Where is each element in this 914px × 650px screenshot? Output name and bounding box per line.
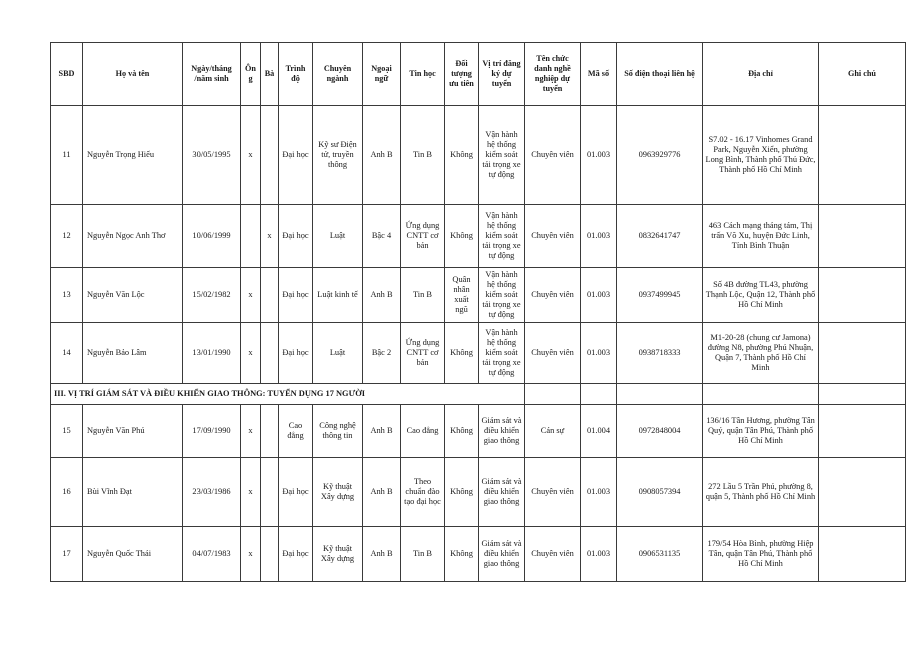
col-sbd: SBD (51, 43, 83, 106)
cell-it: Ứng dụng CNTT cơ bản (401, 205, 445, 268)
cell-code: 01.003 (581, 268, 617, 323)
cell-lang: Bậc 2 (363, 323, 401, 384)
cell-male: x (241, 323, 261, 384)
cell-female (261, 106, 279, 205)
cell-name: Nguyễn Ngọc Anh Thơ (83, 205, 183, 268)
cell-code: 01.003 (581, 205, 617, 268)
cell-female (261, 458, 279, 527)
cell-priority: Không (445, 458, 479, 527)
col-code: Mã số (581, 43, 617, 106)
cell-note (819, 527, 906, 582)
cell-major: Công nghệ thông tin (313, 405, 363, 458)
cell-position: Vận hành hệ thống kiểm soát tải trọng xe tự động (479, 268, 525, 323)
cell-position: Vận hành hệ thống kiểm soát tải trọng xe tự động (479, 205, 525, 268)
cell-name: Nguyễn Bảo Lâm (83, 323, 183, 384)
cell-title: Chuyên viên (525, 458, 581, 527)
cell-it: Theo chuẩn đào tạo đại học (401, 458, 445, 527)
cell-male: x (241, 527, 261, 582)
cell-priority: Không (445, 405, 479, 458)
cell-position: Vận hành hệ thống kiểm soát tải trọng xe tự động (479, 323, 525, 384)
col-level: Trình độ (279, 43, 313, 106)
cell-level: Đại học (279, 323, 313, 384)
cell-title: Chuyên viên (525, 106, 581, 205)
cell-sbd: 11 (51, 106, 83, 205)
header-row (51, 43, 906, 106)
cell-priority: Không (445, 527, 479, 582)
cell-phone: 0937499945 (617, 268, 703, 323)
cell-phone: 0938718333 (617, 323, 703, 384)
cell-level: Đại học (279, 268, 313, 323)
cell-level: Đại học (279, 527, 313, 582)
cell-name: Nguyễn Trọng Hiếu (83, 106, 183, 205)
cell-lang: Anh B (363, 106, 401, 205)
cell-major: Kỹ thuật Xây dựng (313, 458, 363, 527)
cell-sbd: 17 (51, 527, 83, 582)
cell-note (819, 405, 906, 458)
cell-title: Chuyên viên (525, 323, 581, 384)
section-blank-cell (703, 384, 819, 405)
candidate-list-sheet (50, 42, 905, 582)
cell-address: S7.02 - 16.17 Vinhomes Grand Park, Nguyễn Xiển, phường Long Bình, Thành phố Thủ Đức, Thành phố Hồ Chí Minh (703, 106, 819, 205)
table-row (51, 323, 906, 384)
cell-male: x (241, 268, 261, 323)
cell-lang: Anh B (363, 268, 401, 323)
cell-female (261, 527, 279, 582)
cell-priority: Không (445, 323, 479, 384)
cell-position: Giám sát và điều khiển giao thông (479, 458, 525, 527)
cell-code: 01.003 (581, 323, 617, 384)
cell-dob: 15/02/1982 (183, 268, 241, 323)
cell-it: Tin B (401, 106, 445, 205)
section-blank-cell (617, 384, 703, 405)
cell-priority: Quân nhân xuất ngũ (445, 268, 479, 323)
candidate-table (50, 42, 906, 582)
cell-code: 01.003 (581, 106, 617, 205)
cell-title: Chuyên viên (525, 527, 581, 582)
cell-sbd: 12 (51, 205, 83, 268)
col-female: Bà (261, 43, 279, 106)
cell-lang: Anh B (363, 405, 401, 458)
cell-male (241, 205, 261, 268)
cell-address: Số 4B đường TL43, phường Thạnh Lộc, Quận 12, Thành phố Hồ Chí Minh (703, 268, 819, 323)
cell-it: Tin B (401, 268, 445, 323)
table-row (51, 268, 906, 323)
cell-it: Ứng dụng CNTT cơ bản (401, 323, 445, 384)
cell-female: x (261, 205, 279, 268)
cell-lang: Anh B (363, 527, 401, 582)
cell-lang: Bậc 4 (363, 205, 401, 268)
cell-lang: Anh B (363, 458, 401, 527)
col-name: Họ và tên (83, 43, 183, 106)
cell-code: 01.004 (581, 405, 617, 458)
cell-level: Đại học (279, 205, 313, 268)
cell-note (819, 205, 906, 268)
cell-dob: 04/07/1983 (183, 527, 241, 582)
cell-sbd: 13 (51, 268, 83, 323)
cell-priority: Không (445, 106, 479, 205)
cell-phone: 0963929776 (617, 106, 703, 205)
cell-position: Giám sát và điều khiển giao thông (479, 405, 525, 458)
cell-male: x (241, 458, 261, 527)
cell-note (819, 268, 906, 323)
cell-it: Cao đẳng (401, 405, 445, 458)
cell-position: Giám sát và điều khiển giao thông (479, 527, 525, 582)
cell-title: Chuyên viên (525, 205, 581, 268)
cell-phone: 0908057394 (617, 458, 703, 527)
col-lang: Ngoại ngữ (363, 43, 401, 106)
cell-female (261, 323, 279, 384)
section-blank-cell (819, 384, 906, 405)
cell-priority: Không (445, 205, 479, 268)
cell-position: Vận hành hệ thống kiểm soát tải trọng xe tự động (479, 106, 525, 205)
cell-female (261, 268, 279, 323)
cell-major: Luật (313, 205, 363, 268)
section-blank-cell (581, 384, 617, 405)
cell-name: Bùi Vĩnh Đạt (83, 458, 183, 527)
cell-code: 01.003 (581, 458, 617, 527)
cell-major: Luật kinh tế (313, 268, 363, 323)
cell-sbd: 15 (51, 405, 83, 458)
cell-note (819, 106, 906, 205)
cell-title: Chuyên viên (525, 268, 581, 323)
col-major: Chuyên ngành (313, 43, 363, 106)
section-title: III. VỊ TRÍ GIÁM SÁT VÀ ĐIỀU KHIỂN GIAO THÔNG: TUYỂN DỤNG 17 NGƯỜI (51, 384, 525, 405)
section-blank-cell (525, 384, 581, 405)
cell-dob: 23/03/1986 (183, 458, 241, 527)
cell-female (261, 405, 279, 458)
cell-title: Cán sự (525, 405, 581, 458)
cell-major: Kỹ thuật Xây dựng (313, 527, 363, 582)
cell-dob: 13/01/1990 (183, 323, 241, 384)
cell-sbd: 16 (51, 458, 83, 527)
cell-major: Kỹ sư Điện tử, truyền thông (313, 106, 363, 205)
table-row (51, 405, 906, 458)
cell-phone: 0906531135 (617, 527, 703, 582)
cell-male: x (241, 106, 261, 205)
cell-level: Đại học (279, 458, 313, 527)
cell-dob: 17/09/1990 (183, 405, 241, 458)
section-row (51, 384, 906, 405)
cell-address: 136/16 Tân Hương, phường Tân Quý, quận Tân Phú, Thành phố Hồ Chí Minh (703, 405, 819, 458)
cell-name: Nguyễn Quốc Thái (83, 527, 183, 582)
cell-note (819, 458, 906, 527)
cell-it: Tin B (401, 527, 445, 582)
cell-dob: 30/05/1995 (183, 106, 241, 205)
col-phone: Số điện thoại liên hệ (617, 43, 703, 106)
col-title: Tên chức danh nghề nghiệp dự tuyển (525, 43, 581, 106)
cell-major: Luật (313, 323, 363, 384)
cell-dob: 10/06/1999 (183, 205, 241, 268)
col-priority: Đối tượng ưu tiên (445, 43, 479, 106)
col-dob: Ngày/tháng /năm sinh (183, 43, 241, 106)
cell-name: Nguyễn Văn Lộc (83, 268, 183, 323)
table-row (51, 205, 906, 268)
cell-address: 463 Cách mạng tháng tám, Thị trấn Võ Xu, huyện Đức Linh, Tỉnh Bình Thuận (703, 205, 819, 268)
cell-address: 272 Lầu 5 Trần Phú, phường 8, quận 5, Thành phố Hồ Chí Minh (703, 458, 819, 527)
cell-code: 01.003 (581, 527, 617, 582)
col-address: Địa chỉ (703, 43, 819, 106)
cell-address: M1-20-28 (chung cư Jamona) đường N8, phường Phú Nhuận, Quận 7, Thành phố Hồ Chí Minh (703, 323, 819, 384)
col-male: Ông (241, 43, 261, 106)
cell-address: 179/54 Hòa Bình, phường Hiệp Tân, quận Tân Phú, Thành phố Hồ Chí Minh (703, 527, 819, 582)
cell-level: Cao đẳng (279, 405, 313, 458)
table-row (51, 106, 906, 205)
cell-phone: 0972848004 (617, 405, 703, 458)
cell-phone: 0832641747 (617, 205, 703, 268)
cell-name: Nguyễn Văn Phú (83, 405, 183, 458)
cell-male: x (241, 405, 261, 458)
col-note: Ghi chú (819, 43, 906, 106)
table-row (51, 527, 906, 582)
col-position: Vị trí đăng ký dự tuyển (479, 43, 525, 106)
cell-level: Đại học (279, 106, 313, 205)
cell-sbd: 14 (51, 323, 83, 384)
table-row (51, 458, 906, 527)
cell-note (819, 323, 906, 384)
col-it: Tin học (401, 43, 445, 106)
